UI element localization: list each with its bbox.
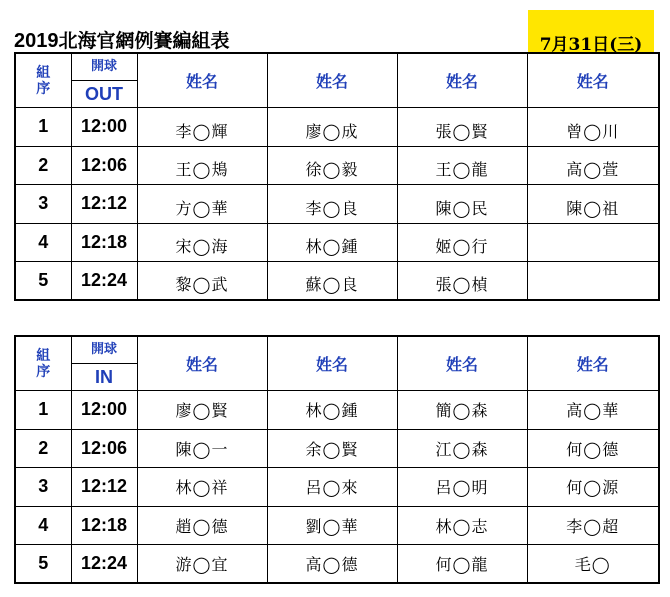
table-row xyxy=(15,429,659,468)
header-player-name: 姓名 xyxy=(527,53,659,108)
header-tee-time xyxy=(71,53,137,108)
table-row xyxy=(15,262,659,301)
header-row xyxy=(15,53,659,108)
title-year: 2019 xyxy=(14,30,59,52)
table-row xyxy=(15,506,659,545)
header-group-number-char: 序 xyxy=(36,80,51,97)
player-name: 呂◯明 xyxy=(397,468,527,507)
group-number: 3 xyxy=(15,468,71,507)
tee-time: 12:12 xyxy=(71,185,137,224)
player-name: 廖◯賢 xyxy=(137,391,267,430)
group-number: 3 xyxy=(15,185,71,224)
header-player-name: 姓名 xyxy=(137,336,267,391)
player-name: 李◯超 xyxy=(527,506,659,545)
header-player-name: 姓名 xyxy=(137,53,267,108)
table-row xyxy=(15,468,659,507)
group-number: 4 xyxy=(15,223,71,262)
table-row xyxy=(15,223,659,262)
player-name: 何◯源 xyxy=(527,468,659,507)
header-group-number-char: 組 xyxy=(36,64,51,81)
player-name: 廖◯成 xyxy=(267,108,397,147)
header-player-name: 姓名 xyxy=(527,336,659,391)
player-name: 姬◯行 xyxy=(397,223,527,262)
title-text: 北海官網例賽編組表 xyxy=(58,30,230,52)
header-group-number xyxy=(15,53,71,108)
date-badge: 7月31日(三) xyxy=(528,10,654,52)
table-row xyxy=(15,146,659,185)
player-name: 林◯祥 xyxy=(137,468,267,507)
group-number: 5 xyxy=(15,545,71,584)
header-group-number xyxy=(15,336,71,391)
group-number: 1 xyxy=(15,108,71,147)
group-number: 4 xyxy=(15,506,71,545)
player-name: 陳◯民 xyxy=(397,185,527,224)
header-player-name: 姓名 xyxy=(267,336,397,391)
header-tee-time xyxy=(71,336,137,391)
player-name: 簡◯森 xyxy=(397,391,527,430)
player-name xyxy=(527,262,659,301)
header-player-name: 姓名 xyxy=(397,336,527,391)
player-name: 劉◯華 xyxy=(267,506,397,545)
header-tee-label: 開球 xyxy=(72,337,137,364)
table-row xyxy=(15,108,659,147)
header-player-name: 姓名 xyxy=(267,53,397,108)
header-side-label: IN xyxy=(95,367,113,387)
player-name: 蘇◯良 xyxy=(267,262,397,301)
player-name: 毛◯ xyxy=(527,545,659,584)
player-name: 張◯楨 xyxy=(397,262,527,301)
player-name: 宋◯海 xyxy=(137,223,267,262)
pairing-table-in xyxy=(14,335,660,584)
player-name: 李◯良 xyxy=(267,185,397,224)
header-player-name: 姓名 xyxy=(397,53,527,108)
player-name: 李◯輝 xyxy=(137,108,267,147)
header-tee-label: 開球 xyxy=(72,54,137,81)
player-name: 陳◯祖 xyxy=(527,185,659,224)
tee-time: 12:24 xyxy=(71,262,137,301)
player-name xyxy=(527,223,659,262)
table-row xyxy=(15,545,659,584)
header-group-number-char: 組 xyxy=(36,347,51,364)
pairing-table-out xyxy=(14,52,660,301)
player-name: 何◯德 xyxy=(527,429,659,468)
group-number: 1 xyxy=(15,391,71,430)
player-name: 陳◯一 xyxy=(137,429,267,468)
tee-time: 12:12 xyxy=(71,468,137,507)
group-number: 5 xyxy=(15,262,71,301)
tee-time: 12:06 xyxy=(71,429,137,468)
player-name: 趙◯德 xyxy=(137,506,267,545)
player-name: 高◯德 xyxy=(267,545,397,584)
player-name: 游◯宜 xyxy=(137,545,267,584)
player-name: 何◯龍 xyxy=(397,545,527,584)
tee-time: 12:00 xyxy=(71,108,137,147)
player-name: 林◯志 xyxy=(397,506,527,545)
player-name: 高◯萱 xyxy=(527,146,659,185)
group-number: 2 xyxy=(15,429,71,468)
player-name: 林◯鍾 xyxy=(267,391,397,430)
player-name: 高◯華 xyxy=(527,391,659,430)
tee-time: 12:00 xyxy=(71,391,137,430)
player-name: 黎◯武 xyxy=(137,262,267,301)
player-name: 徐◯毅 xyxy=(267,146,397,185)
table-row xyxy=(15,391,659,430)
player-name: 張◯賢 xyxy=(397,108,527,147)
header-row xyxy=(15,336,659,391)
player-name: 王◯鳺 xyxy=(137,146,267,185)
player-name: 王◯龍 xyxy=(397,146,527,185)
tee-time: 12:06 xyxy=(71,146,137,185)
player-name: 林◯鍾 xyxy=(267,223,397,262)
player-name: 江◯森 xyxy=(397,429,527,468)
tee-time: 12:18 xyxy=(71,223,137,262)
page-title xyxy=(14,26,230,53)
player-name: 曾◯川 xyxy=(527,108,659,147)
player-name: 余◯賢 xyxy=(267,429,397,468)
table-row xyxy=(15,185,659,224)
tee-time: 12:18 xyxy=(71,506,137,545)
tee-time: 12:24 xyxy=(71,545,137,584)
header-group-number-char: 序 xyxy=(36,363,51,380)
group-number: 2 xyxy=(15,146,71,185)
player-name: 呂◯來 xyxy=(267,468,397,507)
player-name: 方◯華 xyxy=(137,185,267,224)
header-side-label: OUT xyxy=(85,84,123,104)
